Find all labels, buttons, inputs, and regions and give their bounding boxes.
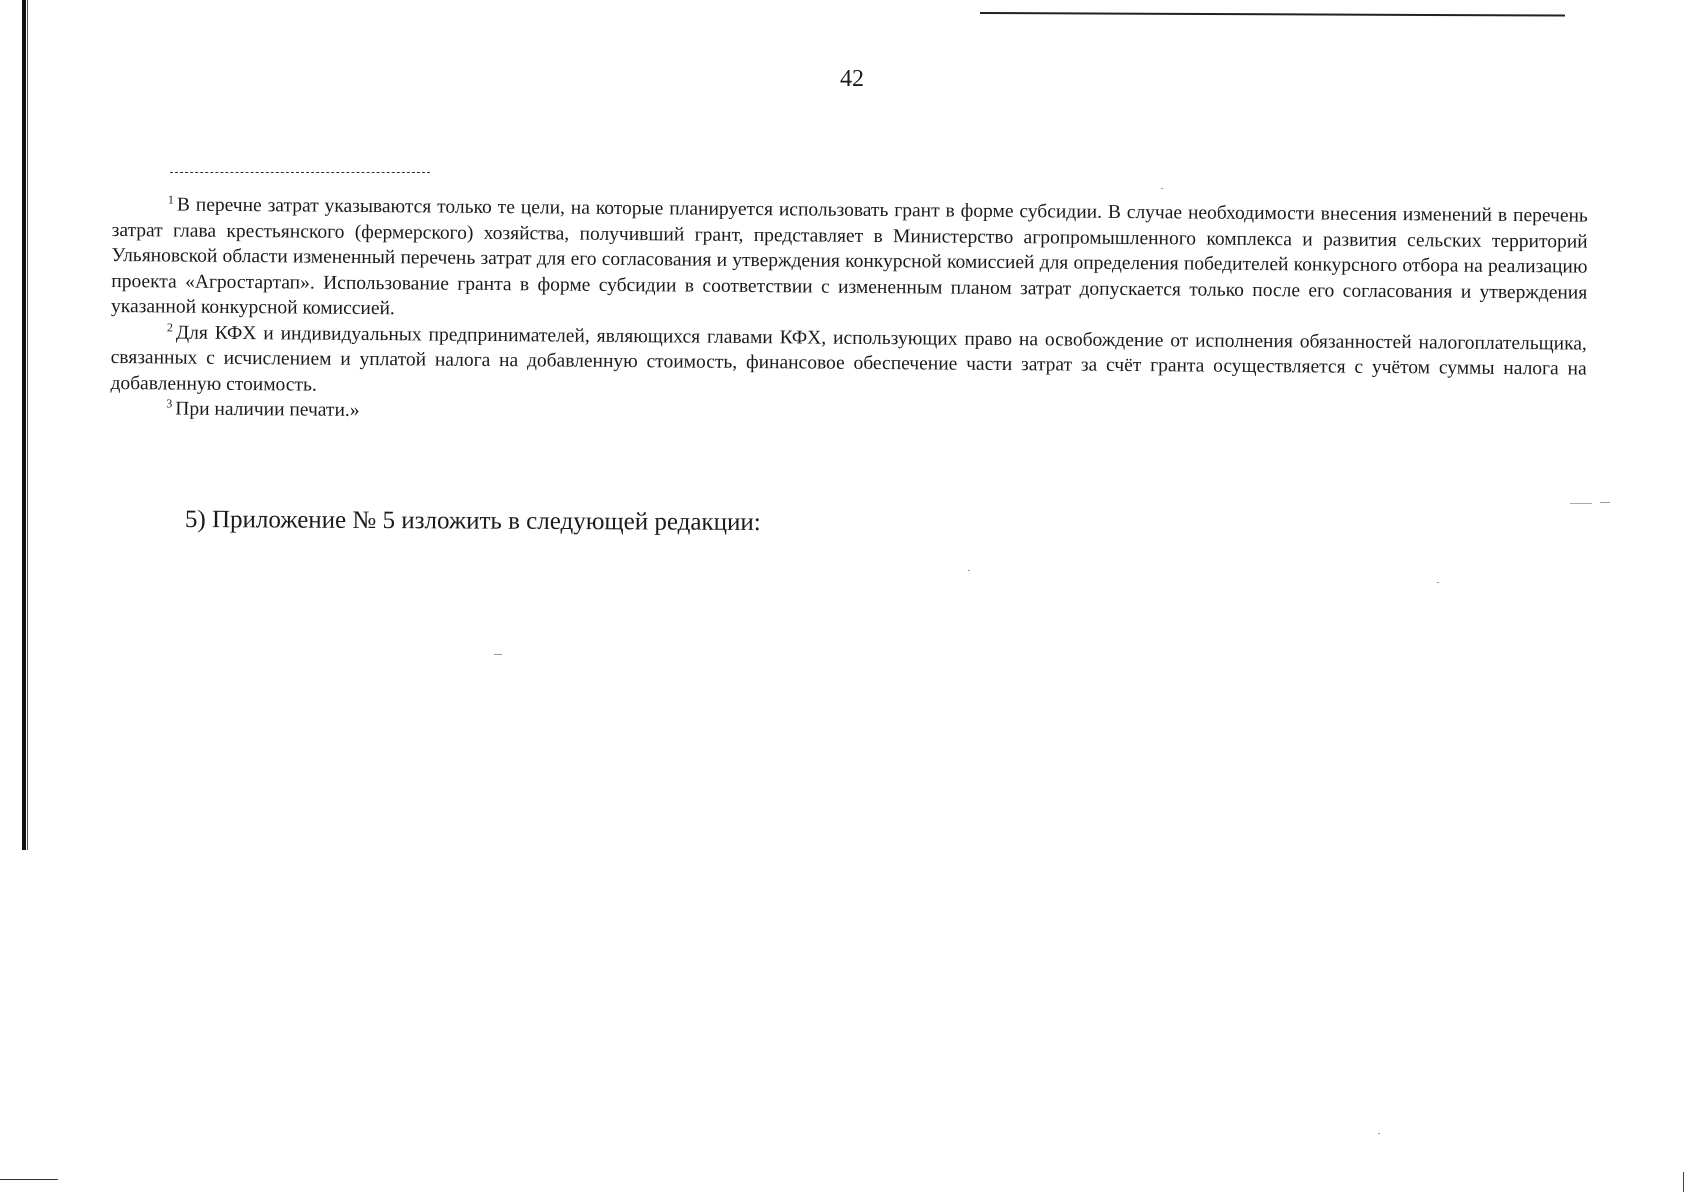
top-rule-line bbox=[980, 12, 1565, 17]
footnote-marker: 1 bbox=[167, 192, 174, 207]
footnote-marker: 2 bbox=[166, 319, 173, 334]
scan-binding-edge-thin bbox=[27, 0, 28, 850]
footnote-1 bbox=[111, 192, 1588, 331]
bottom-left-rule bbox=[0, 1179, 58, 1180]
footnote-text: В перечне затрат указываются только те цели, на которые планируется использовать грант в форме субсидии. В случае необходимости внесения изменений в перечень затрат глава крестьянского (фермерского) хозяйства, получивший грант, представляет в Министерство агропромышленного комплекса и развития сельских территорий Ульяновской области измененный перечень затрат для его согласования и утверждения конкурсной комиссией для определения победителей конкурсного отбора на реализацию проекта «Агростартап». Использование гранта в форме субсидии в соответствии с измененным планом затрат допускается только после его согласования и утверждения указанной конкурсной комиссией. bbox=[111, 194, 1588, 320]
bottom-right-tick bbox=[1683, 1172, 1684, 1192]
page-number: 42 bbox=[840, 66, 864, 92]
footnote-separator bbox=[170, 172, 430, 173]
footnote-2 bbox=[110, 319, 1587, 407]
footnote-text: При наличии печати.» bbox=[175, 398, 360, 421]
scan-binding-edge bbox=[22, 0, 26, 850]
footnote-text: Для КФХ и индивидуальных предпринимателей, являющихся главами КФХ, использующих право на освобождение от исполнения обязанностей налогоплательщика, связанных с исчислением и уплатой налога на добавленную стоимость, финансовое обеспечение части затрат за счёт гранта осуществляется с учётом суммы налога на добавленную стоимость. bbox=[110, 322, 1587, 396]
footnotes-block bbox=[110, 192, 1588, 433]
amendment-instruction: 5) Приложение № 5 изложить в следующей редакции: bbox=[184, 506, 761, 537]
footnote-marker: 3 bbox=[166, 396, 173, 411]
